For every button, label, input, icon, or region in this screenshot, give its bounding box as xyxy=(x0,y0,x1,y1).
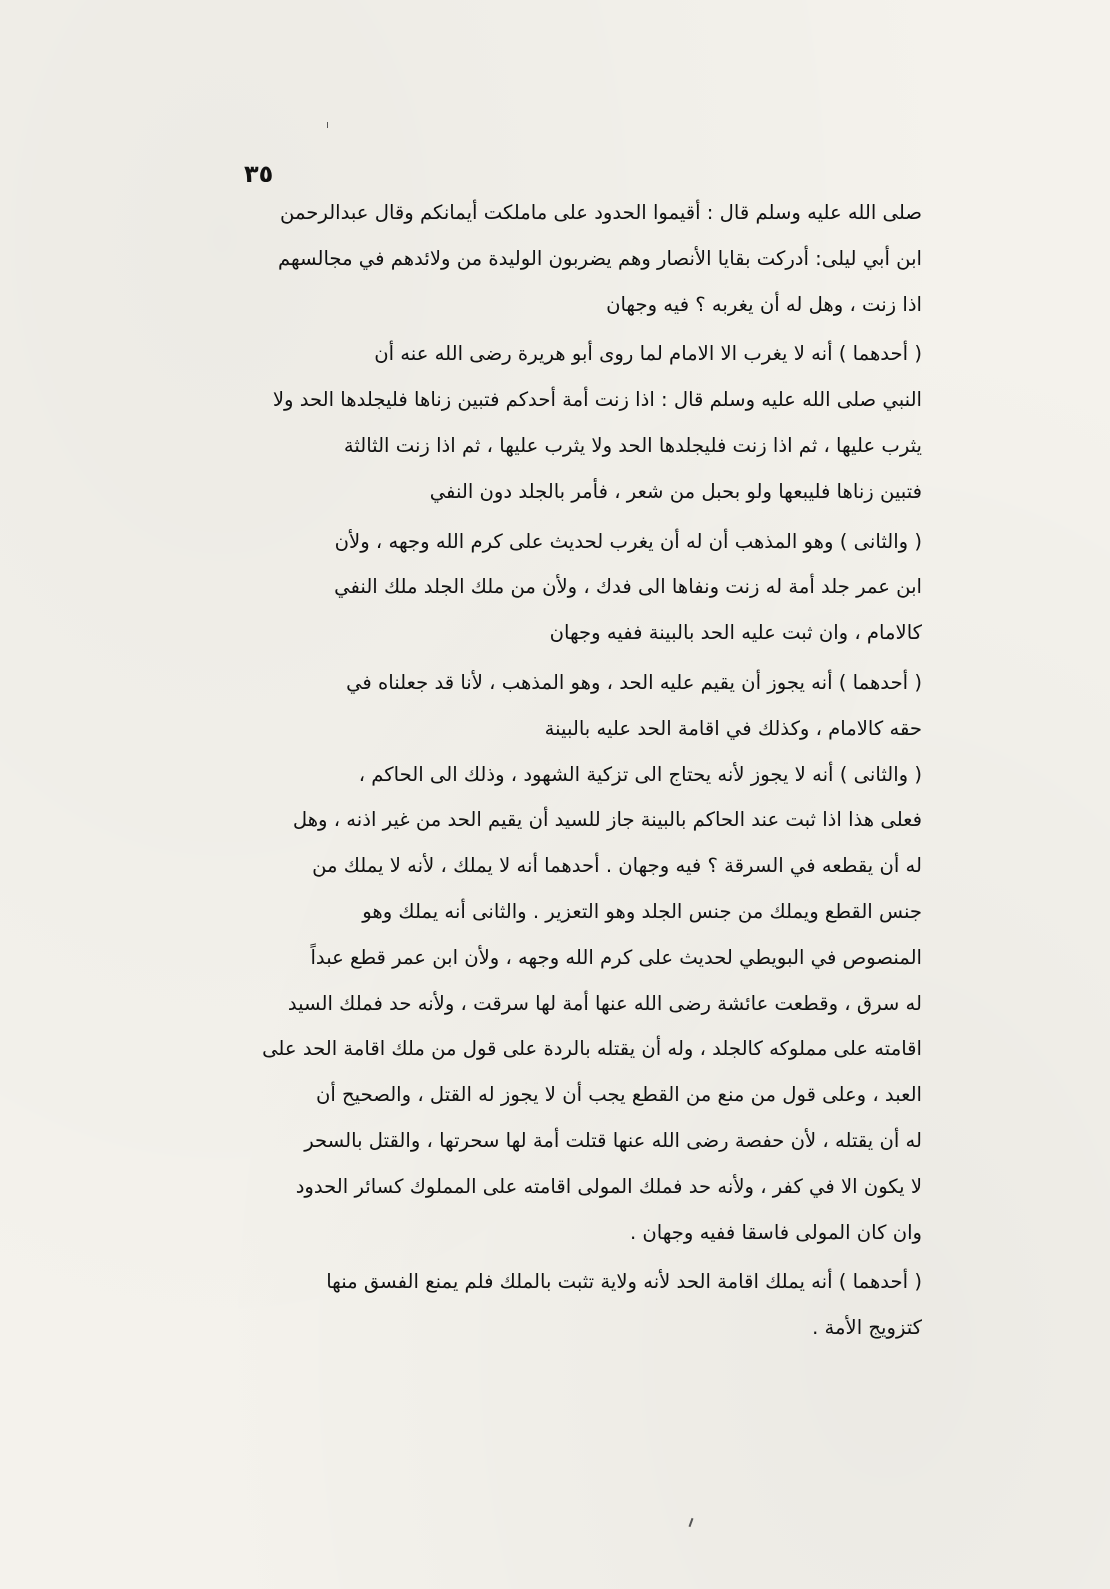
text-line: وان كان المولى فاسقا ففيه وجهان . xyxy=(629,1220,922,1244)
text-line: ( أحدهما ) أنه يجوز أن يقيم عليه الحد ، وهو المذهب ، لأنا قد جعلناه في xyxy=(346,670,922,694)
text-line: جنس القطع ويملك من جنس الجلد وهو التعزير . والثانى أنه يملك وهو xyxy=(362,899,922,923)
text-line: صلى الله عليه وسلم قال : أقيموا الحدود على ماملكت أيمانكم وقال عبدالرحمن xyxy=(280,201,922,224)
text-line: لا يكون الا في كفر ، ولأنه حد فملك المولى اقامته على المملوك كسائر الحدود xyxy=(295,1174,922,1198)
text-line: له سرق ، وقطعت عائشة رضى الله عنها أمة لها سرقت ، ولأنه حد فملك السيد xyxy=(287,991,922,1015)
text-line: فعلى هذا اذا ثبت عند الحاكم بالبينة جاز للسيد أن يقيم الحد من غير اذنه ، وهل xyxy=(292,808,922,832)
text-line: اقامته على مملوكه كالجلد ، وله أن يقتله بالردة على قول من ملك اقامة الحد على xyxy=(262,1037,922,1061)
text-line: اذا زنت ، وهل له أن يغربه ؟ فيه وجهان xyxy=(606,292,922,316)
text-line: العبد ، وعلى قول من منع من القطع يجب أن لا يجوز له القتل ، والصحيح أن xyxy=(315,1083,922,1107)
page-number: ٣٥ xyxy=(244,160,274,188)
text-line: يثرب عليها ، ثم اذا زنت فليجلدها الحد ولا يثرب عليها ، ثم اذا زنت الثالثة xyxy=(343,433,922,457)
text-line: ابن أبي ليلى: أدركت بقايا الأنصار وهم يضربون الوليدة من ولائدهم في مجالسهم xyxy=(277,246,922,270)
text-line: كتزويج الأمة . xyxy=(812,1316,922,1340)
text-line: حقه كالامام ، وكذلك في اقامة الحد عليه بالبينة xyxy=(544,716,922,740)
text-line: فتبين زناها فليبعها ولو بحبل من شعر ، فأمر بالجلد دون النفي xyxy=(429,479,922,503)
text-line: ( والثانى ) وهو المذهب أن له أن يغرب لحديث على كرم الله وجهه ، ولأن xyxy=(334,529,922,553)
scan-speck xyxy=(327,122,328,128)
text-line: النبي صلى الله عليه وسلم قال : اذا زنت أمة أحدكم فتبين زناها فليجلدها الحد ولا xyxy=(272,388,922,412)
text-line: ( أحدهما ) أنه لا يغرب الا الامام لما روى أبو هريرة رضى الله عنه أن xyxy=(374,342,922,366)
text-line: ابن عمر جلد أمة له زنت ونفاها الى فدك ، ولأن من ملك الجلد ملك النفي xyxy=(334,575,922,599)
body-text xyxy=(204,190,922,1351)
scan-speck xyxy=(689,1518,694,1527)
text-line: كالامام ، وان ثبت عليه الحد بالبينة ففيه وجهان xyxy=(549,621,922,645)
text-line: ( والثانى ) أنه لا يجوز لأنه يحتاج الى تزكية الشهود ، وذلك الى الحاكم ، xyxy=(358,762,922,786)
text-line: له أن يقطعه في السرقة ؟ فيه وجهان . أحدهما أنه لا يملك ، لأنه لا يملك من xyxy=(312,854,922,878)
text-line: المنصوص في البويطي لحديث على كرم الله وجهه ، ولأن ابن عمر قطع عبداً xyxy=(310,945,922,969)
text-line: له أن يقتله ، لأن حفصة رضى الله عنها قتلت أمة لها سحرتها ، والقتل بالسحر xyxy=(304,1128,922,1152)
text-line: ( أحدهما ) أنه يملك اقامة الحد لأنه ولاية تثبت بالملك فلم يمنع الفسق منها xyxy=(326,1270,922,1294)
